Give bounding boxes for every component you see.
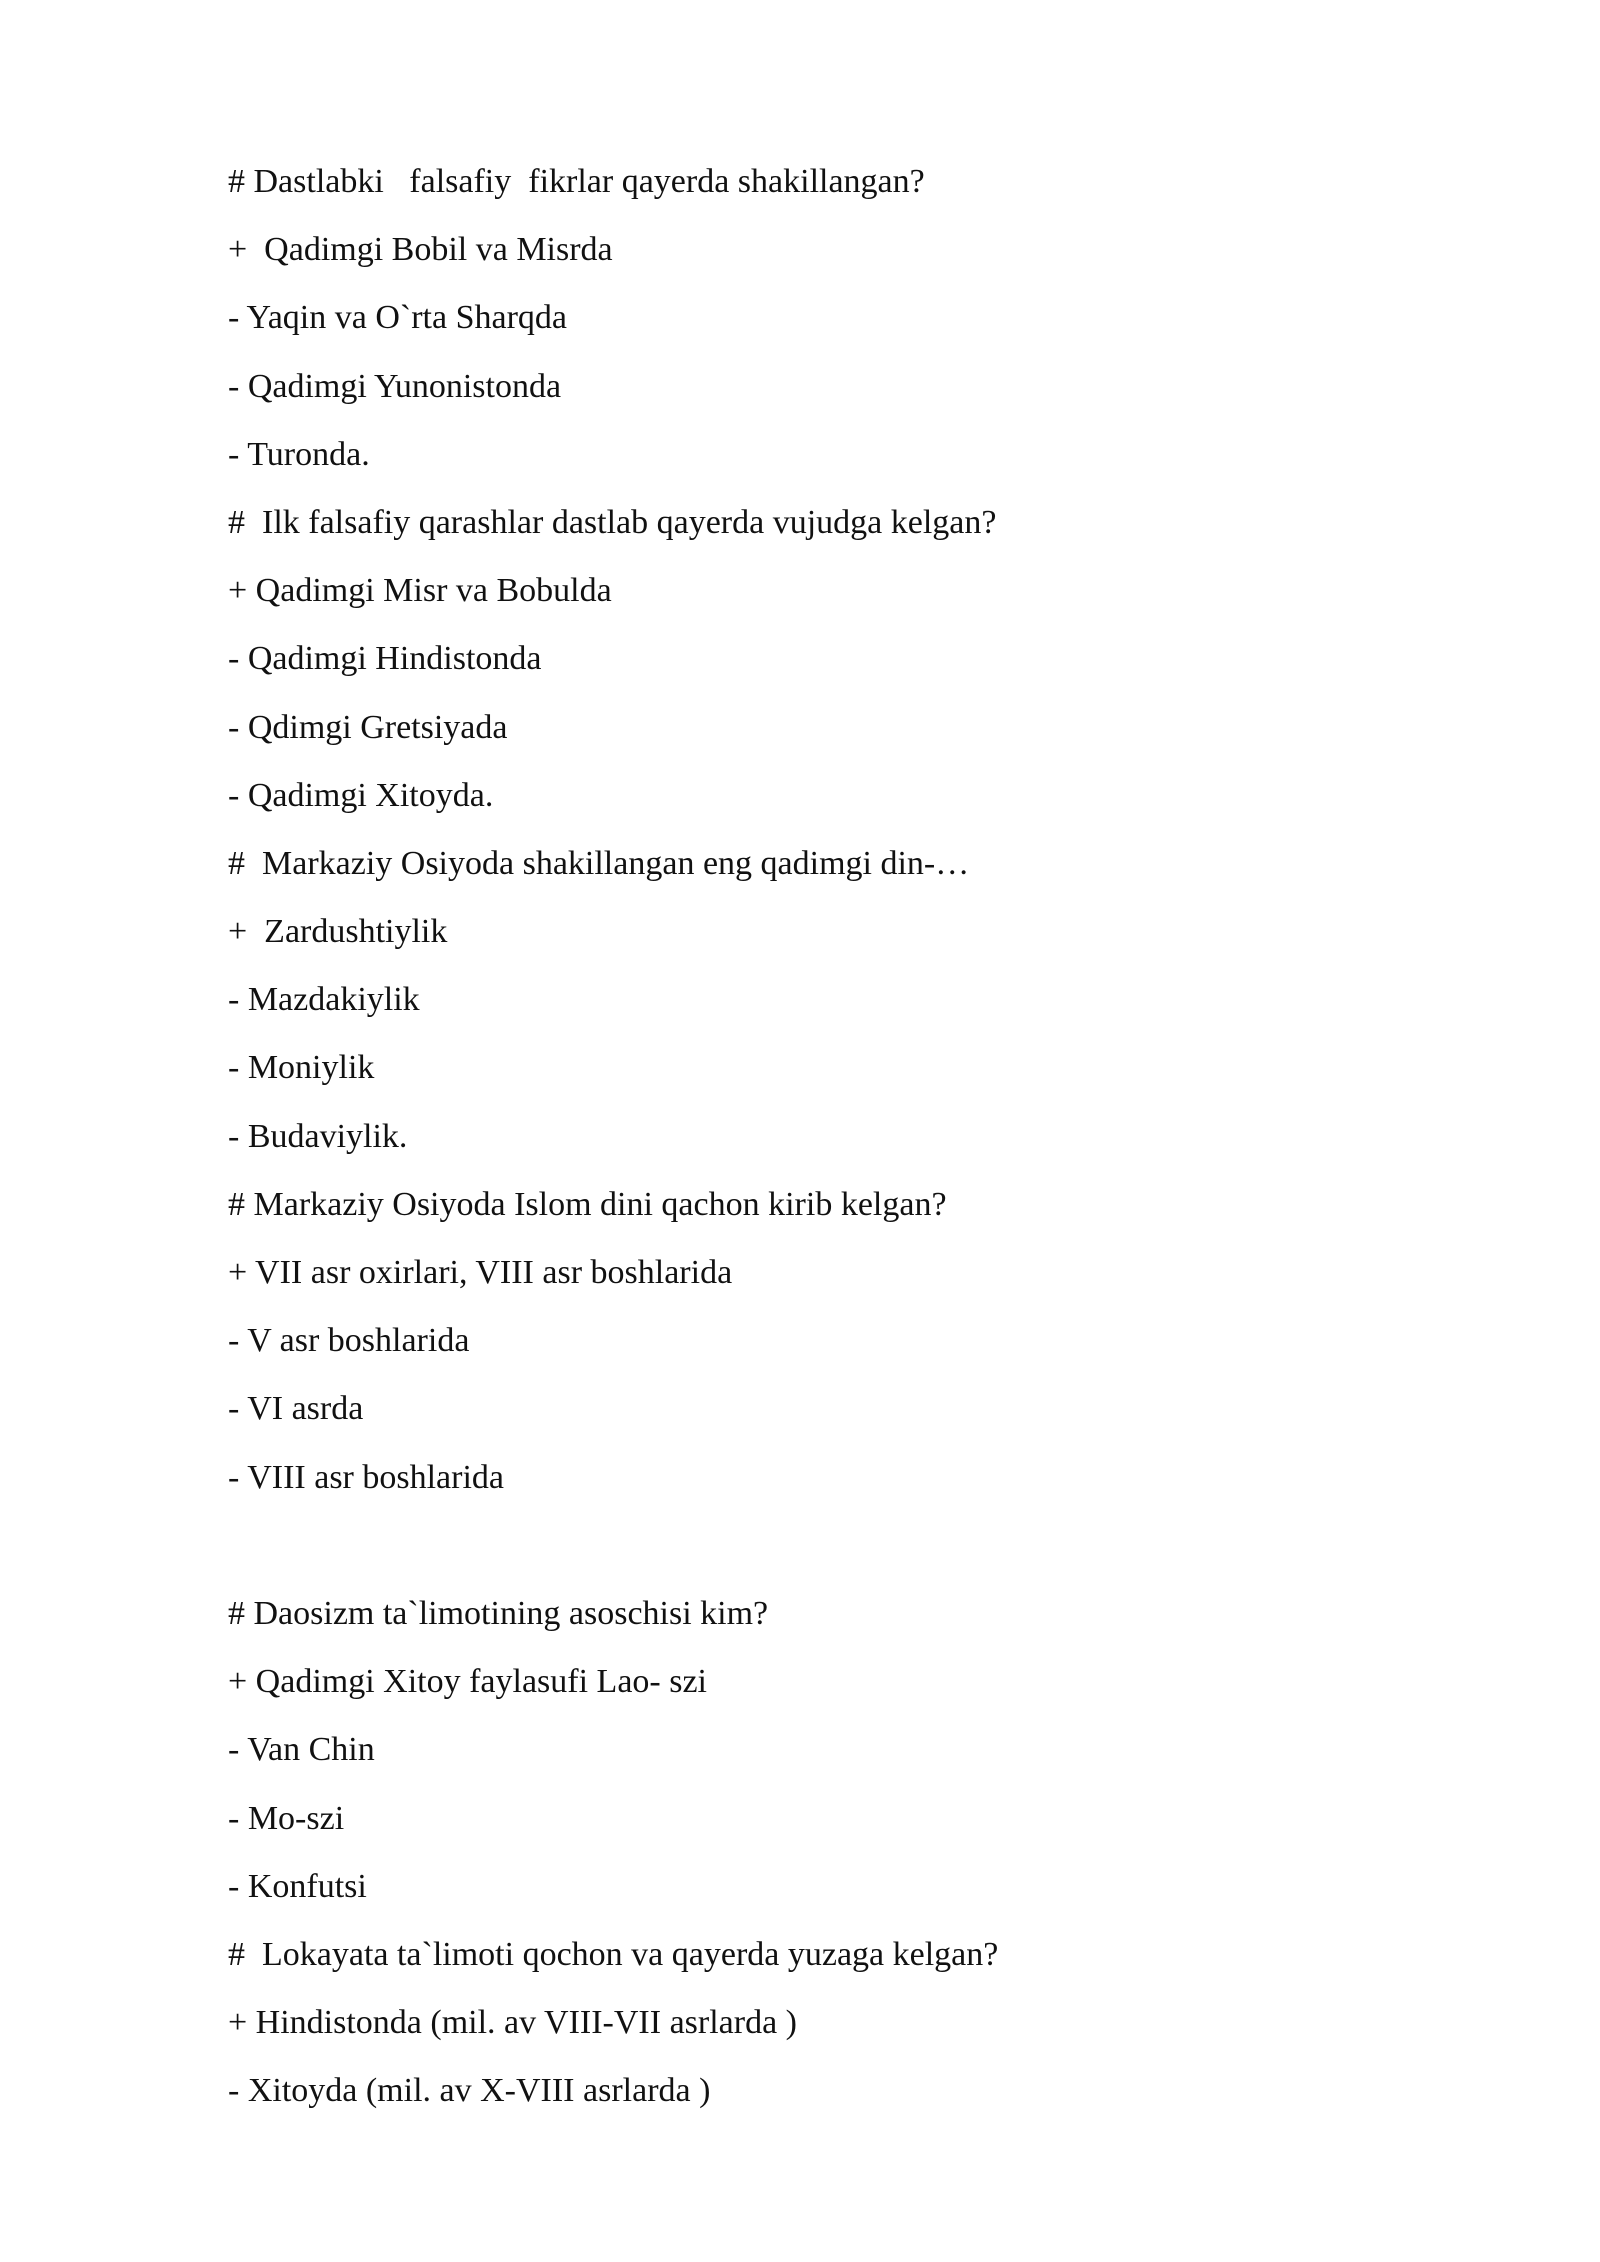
answer-option: - VI asrda bbox=[228, 1390, 364, 1428]
quiz-content bbox=[228, 148, 1428, 2125]
answer-option: - Yaqin va O`rta Sharqda bbox=[228, 299, 567, 337]
answer-option: - Qadimgi Xitoyda. bbox=[228, 776, 494, 814]
answer-option: - Qadimgi Hindistonda bbox=[228, 640, 542, 678]
answer-option: - Qadimgi Yunonistonda bbox=[228, 367, 562, 405]
answer-option: + VII asr oxirlari, VIII asr boshlarida bbox=[228, 1254, 733, 1291]
question-text: # Ilk falsafiy qarashlar dastlab qayerda vujudga kelgan? bbox=[228, 503, 997, 541]
answer-option: - Mo-szi bbox=[228, 1799, 345, 1837]
answer-option: - Moniylik bbox=[228, 1049, 375, 1087]
answer-option: + Qadimgi Misr va Bobulda bbox=[228, 572, 612, 610]
answer-option: - Van Chin bbox=[228, 1731, 375, 1769]
answer-option: - Budaviylik. bbox=[228, 1117, 408, 1155]
question-text: # Dastlabki falsafiy fikrlar qayerda shakillangan? bbox=[228, 163, 925, 200]
answer-option: + Hindistonda (mil. av VIII-VII asrlarda ) bbox=[228, 2004, 797, 2042]
blank-line bbox=[228, 1512, 1428, 1580]
question-text: # Markaziy Osiyoda Islom dini qachon kirib kelgan? bbox=[228, 1185, 947, 1223]
question-text: # Markaziy Osiyoda shakillangan eng qadimgi din-… bbox=[228, 844, 970, 882]
question-text: # Lokayata ta`limoti qochon va qayerda yuzaga kelgan? bbox=[228, 1935, 999, 1973]
answer-option: - Xitoyda (mil. av X-VIII asrlarda ) bbox=[228, 2072, 711, 2110]
answer-option: - Konfutsi bbox=[228, 1867, 367, 1905]
answer-option: - Mazdakiylik bbox=[228, 981, 420, 1019]
answer-option: + Qadimgi Bobil va Misrda bbox=[228, 231, 613, 269]
answer-option: + Zardushtiylik bbox=[228, 913, 448, 951]
answer-option: - V asr boshlarida bbox=[228, 1322, 470, 1360]
answer-option: - VIII asr boshlarida bbox=[228, 1458, 505, 1496]
answer-option: - Turonda. bbox=[228, 435, 370, 473]
answer-option: - Qdimgi Gretsiyada bbox=[228, 708, 508, 746]
answer-option: + Qadimgi Xitoy faylasufi Lao- szi bbox=[228, 1663, 708, 1701]
question-text: # Daosizm ta`limotining asoschisi kim? bbox=[228, 1594, 769, 1632]
